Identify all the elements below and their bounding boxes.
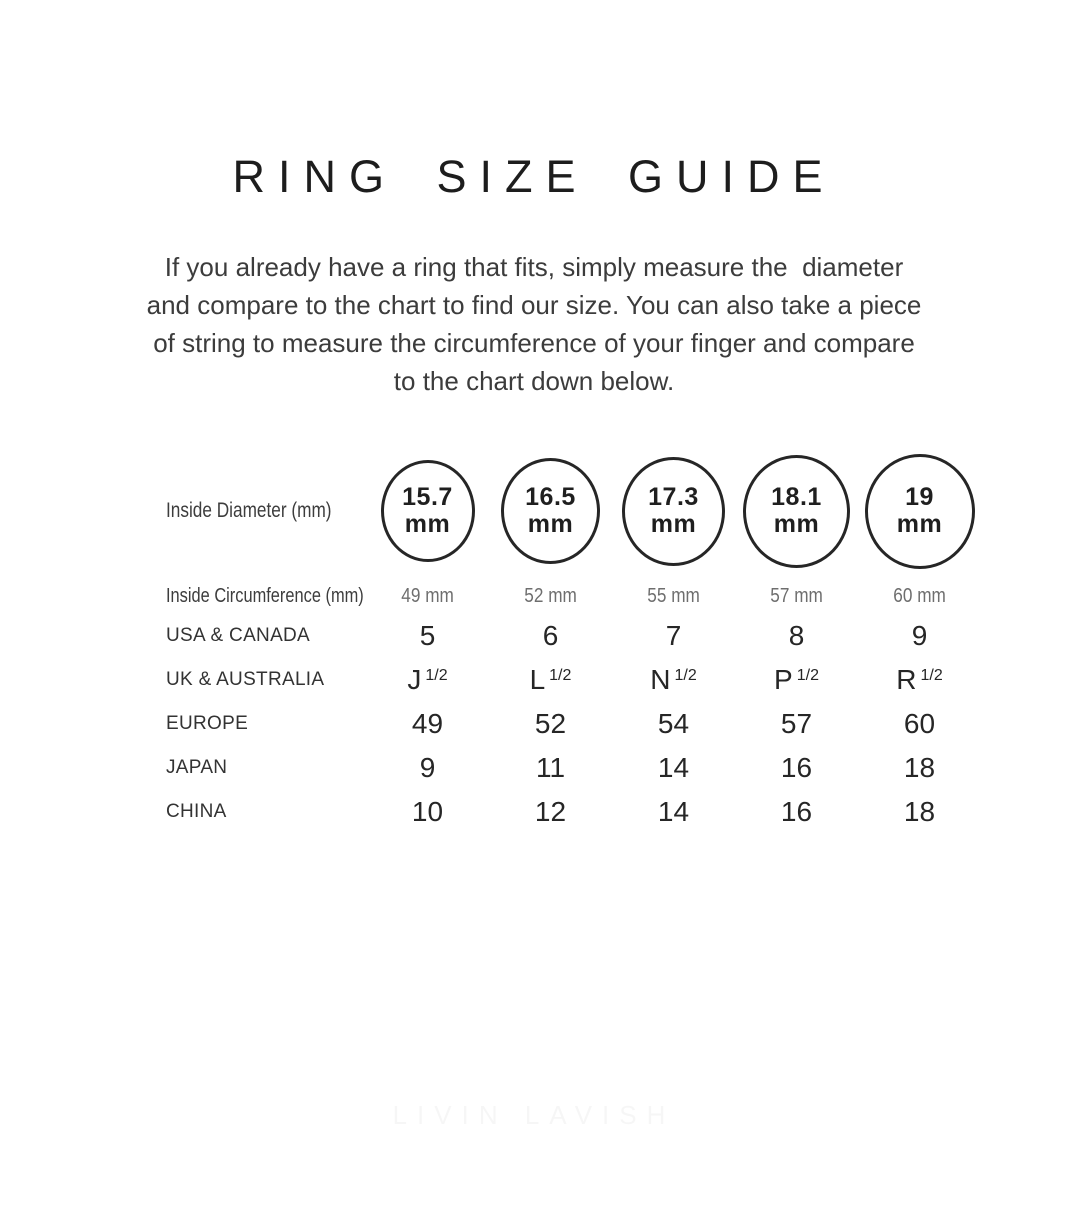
china-size: 16 — [780, 795, 813, 827]
china-row — [140, 790, 1068, 834]
size-chart — [0, 454, 1068, 834]
usa-canada-size: 5 — [419, 619, 436, 651]
japan-row — [140, 746, 1068, 790]
brand-watermark — [0, 1100, 1068, 1131]
ring-diameter-value: 18.1 — [771, 483, 822, 511]
europe-size: 60 — [903, 707, 936, 739]
ring-circle — [381, 460, 475, 562]
ring-diameter-unit: mm — [404, 510, 451, 538]
uk-australia-size: L $^{1/2}$ — [529, 663, 572, 695]
china-size: 10 — [411, 795, 444, 827]
usa-canada-size: 8 — [788, 619, 805, 651]
intro-line: If you already have a ring that fits, simply measure the diameter — [164, 251, 904, 282]
uk-australia-size: J $^{1/2}$ — [407, 663, 448, 695]
intro-line: and compare to the chart to find our size. You can also take a piece — [146, 289, 922, 320]
japan-label: JAPAN — [166, 756, 228, 778]
ring-circle — [501, 458, 600, 564]
page-title: RING SIZE GUIDE — [232, 151, 836, 202]
ring-circle — [743, 455, 850, 568]
half-size-fraction: 1/2 — [425, 666, 448, 684]
circumference-value: 57 mm — [770, 585, 823, 607]
europe-label: EUROPE — [166, 712, 249, 734]
ring-size-guide-page — [0, 152, 1068, 1220]
inside-diameter-label: Inside Diameter (mm) — [166, 499, 332, 522]
china-label: CHINA — [166, 800, 227, 822]
usa-canada-row — [140, 614, 1068, 658]
japan-size: 14 — [657, 751, 690, 783]
half-size-fraction: 1/2 — [796, 666, 819, 684]
ring-diameter-value: 15.7 — [402, 483, 453, 511]
china-size: 18 — [903, 795, 936, 827]
ring-diameter-unit: mm — [650, 510, 697, 538]
ring-diameter-unit: mm — [896, 510, 943, 538]
europe-size: 54 — [657, 707, 690, 739]
circumference-value: 55 mm — [647, 585, 700, 607]
europe-row — [140, 702, 1068, 746]
ring-diameter-value: 19 — [905, 483, 934, 511]
japan-size: 18 — [903, 751, 936, 783]
uk-australia-label: UK & AUSTRALIA — [166, 668, 325, 690]
ring-circle — [865, 454, 975, 569]
europe-size: 57 — [780, 707, 813, 739]
usa-canada-size: 6 — [542, 619, 559, 651]
half-size-fraction: 1/2 — [920, 666, 943, 684]
circumference-value: 60 mm — [893, 585, 946, 607]
ring-circle — [622, 457, 725, 566]
uk-australia-size: N $^{1/2}$ — [650, 663, 697, 695]
uk-australia-row — [140, 658, 1068, 702]
japan-size: 16 — [780, 751, 813, 783]
half-size-fraction: 1/2 — [674, 666, 697, 684]
inside-circumference-row — [140, 580, 1068, 614]
half-size-fraction: 1/2 — [549, 666, 572, 684]
usa-canada-size: 7 — [665, 619, 682, 651]
china-size: 14 — [657, 795, 690, 827]
intro-line: of string to measure the circumference of your finger and compare — [153, 327, 915, 358]
intro-text — [0, 248, 1068, 400]
uk-australia-size: P $^{1/2}$ — [774, 663, 819, 695]
usa-canada-label: USA & CANADA — [166, 624, 311, 646]
japan-size: 11 — [535, 751, 566, 783]
inside-diameter-row — [140, 454, 1068, 566]
europe-size: 49 — [411, 707, 444, 739]
ring-diameter-value: 16.5 — [525, 483, 576, 511]
japan-size: 9 — [419, 751, 436, 783]
circumference-value: 49 mm — [401, 585, 454, 607]
intro-line: to the chart down below. — [393, 365, 675, 396]
ring-diameter-unit: mm — [773, 510, 820, 538]
ring-diameter-unit: mm — [527, 510, 574, 538]
uk-australia-size: R $^{1/2}$ — [896, 663, 943, 695]
china-size: 12 — [534, 795, 567, 827]
inside-circumference-label: Inside Circumference (mm) — [166, 585, 364, 607]
ring-diameter-value: 17.3 — [648, 483, 699, 511]
europe-size: 52 — [534, 707, 567, 739]
circumference-value: 52 mm — [524, 585, 577, 607]
usa-canada-size: 9 — [911, 619, 928, 651]
